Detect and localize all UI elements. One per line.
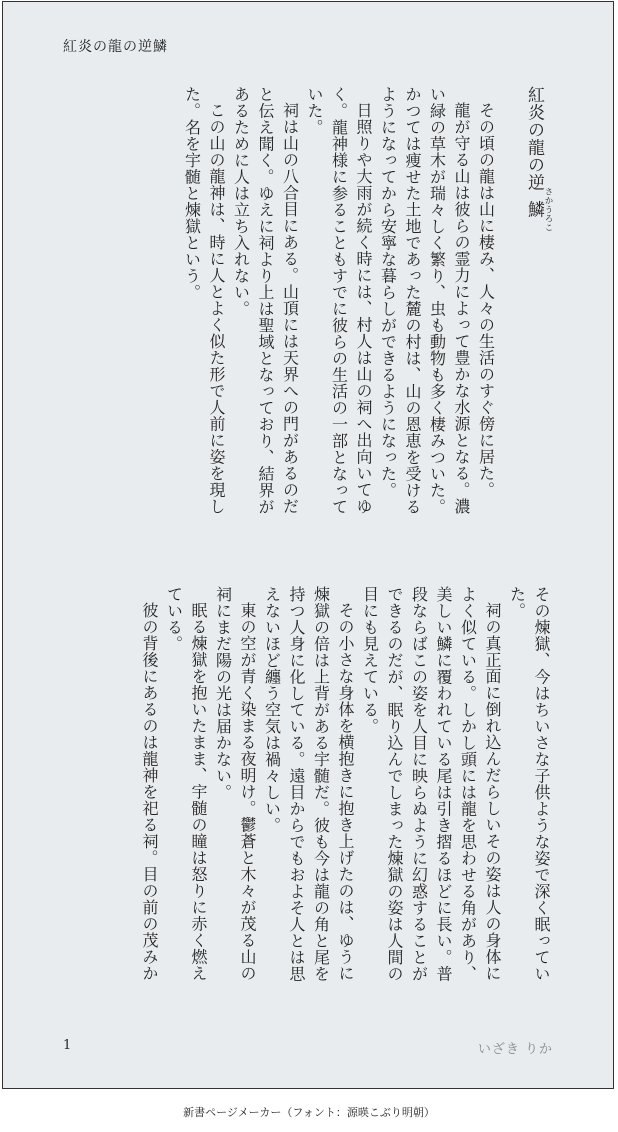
paragraph: 彼の背後にあるのは龍神を祀る祠。目の前の茂みか	[140, 602, 159, 982]
story-title	[522, 86, 554, 526]
paragraph: その煉獄、今はちいさな子供ような姿で深く眠っていた。	[507, 586, 551, 982]
author-name: いざき りか	[477, 1042, 553, 1057]
paragraph: その頃の龍は山に棲み、人々の生活のすぐ傍に居た。	[476, 102, 496, 498]
paragraph: 祠は山の八合目にある。山頂には天界への門があるのだと伝え聞く。ゆえに祠より上は聖域となっており、結界があるために人は立ち入れない。	[231, 86, 300, 515]
story-title-main: 紅炎の龍の逆	[524, 86, 544, 191]
paragraph: その小さな身体を横抱きに抱き上げたのは、ゆうに煉獄の倍は上背がある宇髄だ。彼も今は龍の角と尾を持つ人身に化している。遠目からでもおよそ人とは思えないほど纏う空気は禍々しい。	[262, 586, 355, 982]
paragraph: 東の空が青く染まる夜明け。鬱蒼と木々が茂る山の祠にまだ陽の光は届かない。	[213, 586, 257, 982]
paragraph: 眠る煉獄を抱いたまま、宇髄の瞳は怒りに赤く燃えている。	[164, 586, 208, 982]
page-number: 1	[63, 1038, 72, 1053]
credit-footer: 新書ページメーカー（フォント：源暎こぶり明朝）	[183, 1106, 435, 1119]
story-title-ruby-text: さかうろこ	[543, 187, 553, 232]
paragraph: 祠の真正面に倒れ込んだらしいその姿は人の身体によく似ている。しかし頭には龍を思わせる角があり、美しい鱗に覆われている尾は引き摺るほどに長い。普段ならばこの姿を人目に映らぬように幻惑することができるのだが、眠り込んでしまった煉獄の姿は人間の目にも見えている。	[360, 586, 502, 982]
text-block-top	[61, 86, 553, 526]
paragraph: 龍が守る山は彼らの霊力によって豊かな水源となる。濃い緑の草木が瑞々しく繁り、虫も動物も多く棲みついた。かつては痩せた土地であった麓の村は、山の恩恵を受けるようになってから安寧な暮らしができるようになった。	[378, 86, 471, 515]
story-title-ruby	[524, 187, 553, 232]
text-block-bottom	[61, 586, 553, 986]
paragraph: この山の龍神は、時に人とよく似た形で人前に姿を現した。名を宇髄と煉獄という。	[182, 86, 226, 515]
page	[2, 1, 614, 1089]
paragraph: 日照りや大雨が続く時には、村人は山の祠へ出向いてゆく。龍神様に参ることもすでに彼らの生活の一部となっていた。	[305, 86, 373, 515]
header-title: 紅炎の龍の逆鱗	[63, 39, 168, 55]
story-title-ruby-base: 鱗	[524, 187, 544, 232]
